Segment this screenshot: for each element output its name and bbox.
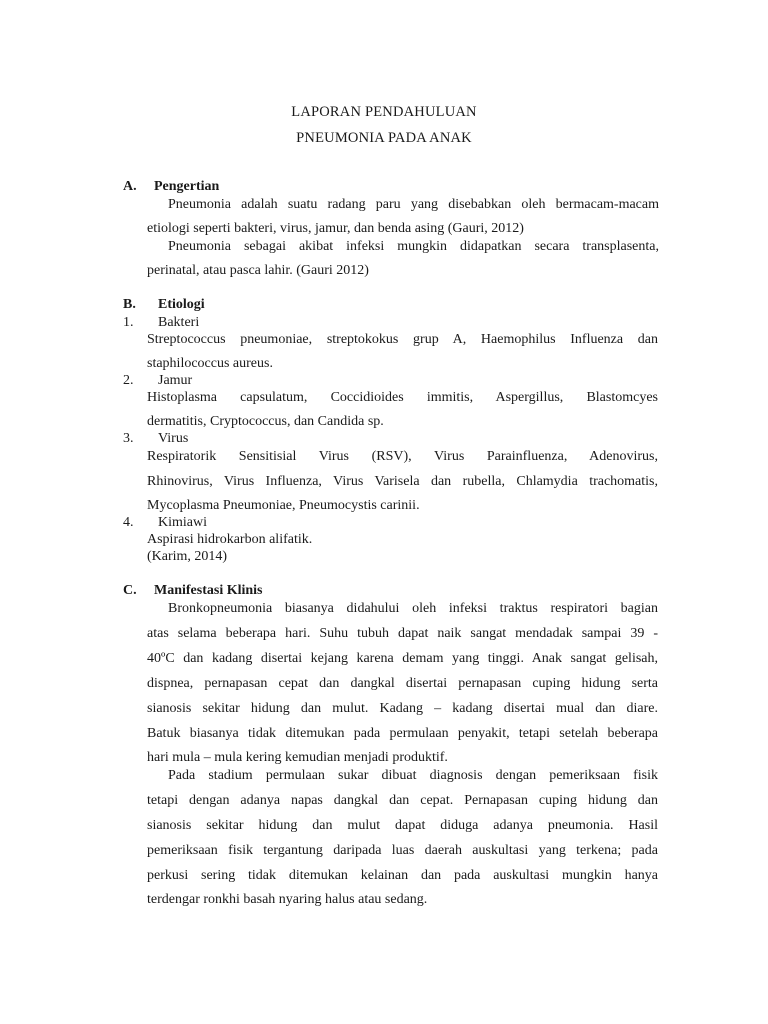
list-number: 2. bbox=[123, 373, 134, 388]
list-label: Kimiawi bbox=[158, 515, 207, 530]
paragraph-line: Histoplasma capsulatum, Coccidioides immitis, Aspergillus, Blastomcyes bbox=[147, 390, 658, 405]
paragraph-line: Batuk biasanya tidak ditemukan pada permulaan penyakit, tetapi setelah beberapa bbox=[147, 726, 658, 741]
list-number: 4. bbox=[123, 515, 134, 530]
paragraph-line: terdengar ronkhi basah nyaring halus atau sedang. bbox=[147, 892, 428, 907]
paragraph-line: Streptococcus pneumoniae, streptokokus grup A, Haemophilus Influenza dan bbox=[147, 332, 658, 347]
paragraph-line: hari mula – mula kering kemudian menjadi produktif. bbox=[147, 750, 448, 765]
paragraph-line: staphilococcus aureus. bbox=[147, 356, 273, 371]
citation: (Karim, 2014) bbox=[147, 549, 228, 564]
section-letter: C. bbox=[123, 583, 137, 598]
paragraph-line: sianosis sekitar hidung dan mulut dapat diduga adanya pneumonia. Hasil bbox=[147, 818, 658, 833]
document-subtitle: PNEUMONIA PADA ANAK bbox=[296, 130, 472, 146]
paragraph-line: Bronkopneumonia biasanya didahului oleh infeksi traktus respiratori bagian bbox=[168, 601, 658, 616]
paragraph-line: Pada stadium permulaan sukar dibuat diagnosis dengan pemeriksaan fisik bbox=[168, 768, 658, 783]
list-number: 3. bbox=[123, 431, 134, 446]
document-title: LAPORAN PENDAHULUAN bbox=[291, 104, 477, 120]
paragraph-line: Rhinovirus, Virus Influenza, Virus Varisela dan rubella, Chlamydia trachomatis, bbox=[147, 474, 658, 489]
section-letter: A. bbox=[123, 179, 137, 194]
paragraph-line: Pneumonia adalah suatu radang paru yang disebabkan oleh bermacam-macam bbox=[168, 197, 659, 212]
paragraph-line: dermatitis, Cryptococcus, dan Candida sp. bbox=[147, 414, 384, 429]
section-heading: Etiologi bbox=[158, 297, 205, 312]
paragraph-line: 40ºC dan kadang disertai kejang karena demam yang tinggi. Anak sangat gelisah, bbox=[147, 651, 658, 666]
paragraph-line: perkusi sering tidak ditemukan kelainan dan pada auskultasi mungkin hanya bbox=[147, 868, 658, 883]
paragraph-line: tetapi dengan adanya napas dangkal dan cepat. Pernapasan cuping hidung dan bbox=[147, 793, 658, 808]
paragraph-line: sianosis sekitar hidung dan mulut. Kadang – kadang disertai mual dan diare. bbox=[147, 701, 658, 716]
list-label: Jamur bbox=[158, 373, 193, 388]
paragraph-line: Pneumonia sebagai akibat infeksi mungkin didapatkan secara transplasenta, bbox=[168, 239, 659, 254]
paragraph-line: etiologi seperti bakteri, virus, jamur, dan benda asing (Gauri, 2012) bbox=[147, 221, 524, 236]
section-heading: Manifestasi Klinis bbox=[154, 583, 263, 598]
list-label: Virus bbox=[158, 431, 189, 446]
paragraph-line: Respiratorik Sensitisial Virus (RSV), Virus Parainfluenza, Adenovirus, bbox=[147, 449, 658, 464]
paragraph-line: Aspirasi hidrokarbon alifatik. bbox=[147, 532, 313, 547]
paragraph-line: perinatal, atau pasca lahir. (Gauri 2012) bbox=[147, 263, 369, 278]
paragraph-line: dispnea, pernapasan cepat dan dangkal disertai pernapasan cuping hidung serta bbox=[147, 676, 658, 691]
list-number: 1. bbox=[123, 315, 134, 330]
list-label: Bakteri bbox=[158, 315, 200, 330]
section-letter: B. bbox=[123, 297, 136, 312]
paragraph-line: atas selama beberapa hari. Suhu tubuh dapat naik sangat mendadak sampai 39 - bbox=[147, 626, 658, 641]
paragraph-line: pemeriksaan fisik tergantung daripada luas daerah auskultasi yang terkena; pada bbox=[147, 843, 658, 858]
section-heading: Pengertian bbox=[154, 179, 220, 194]
paragraph-line: Mycoplasma Pneumoniae, Pneumocystis carinii. bbox=[147, 498, 420, 513]
